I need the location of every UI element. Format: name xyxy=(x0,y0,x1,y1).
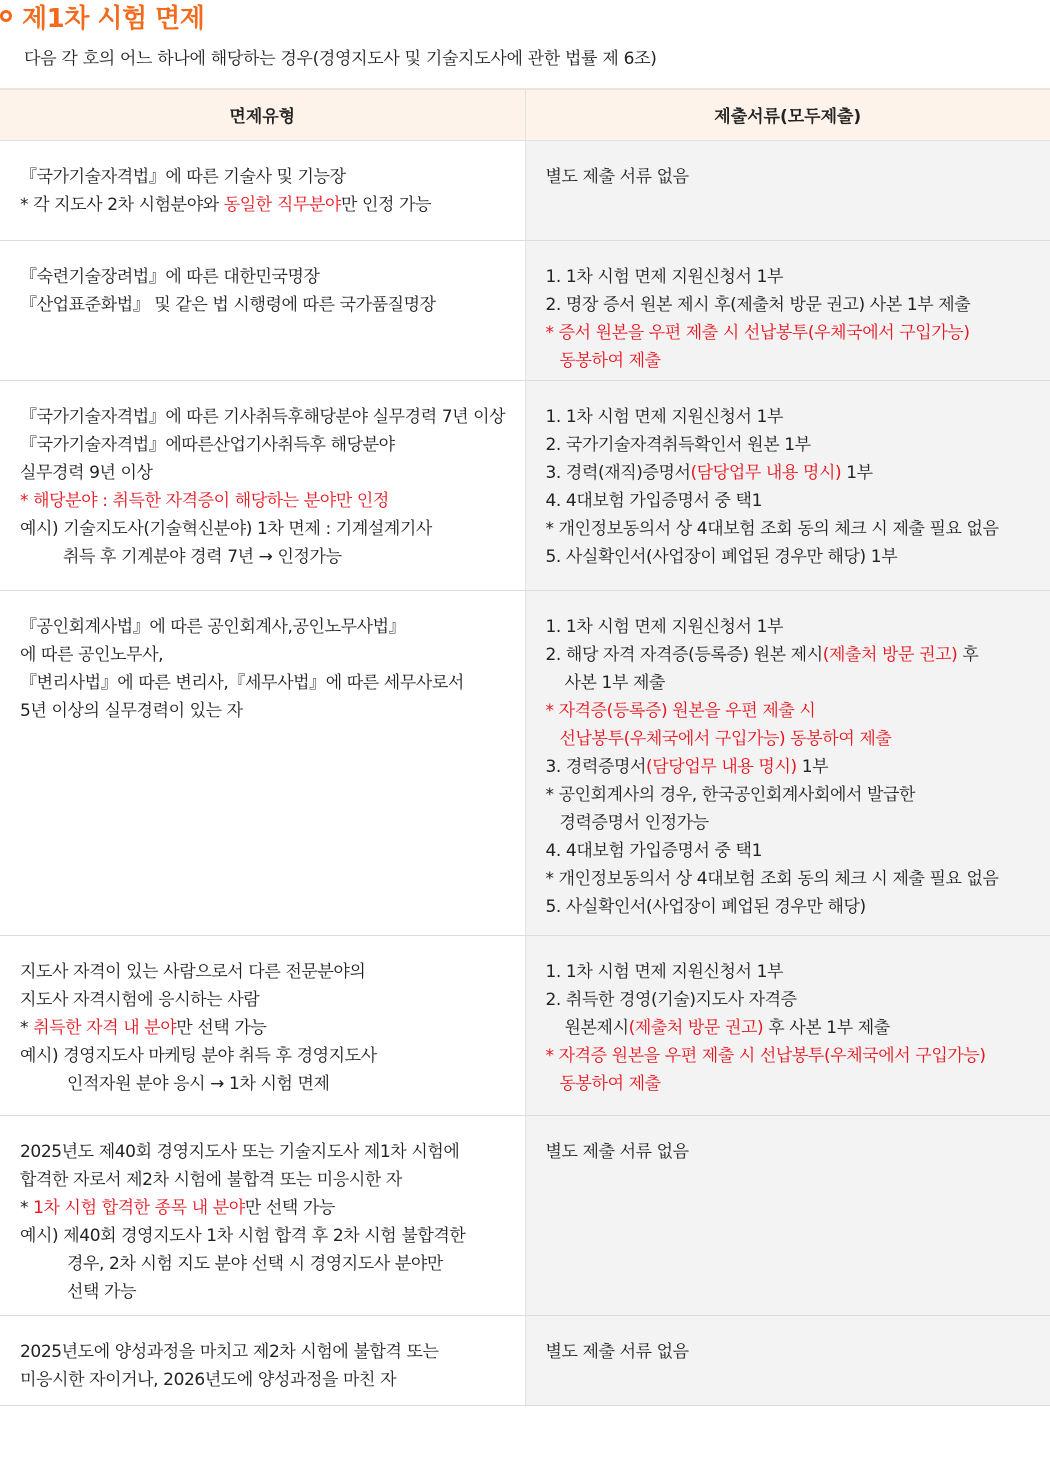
text-line xyxy=(20,613,515,641)
highlight-text: (제출처 방문 권고) xyxy=(822,644,958,665)
text-segment: 『공인회계사법』에 따른 공인회계사,공인노무사법』 xyxy=(20,616,406,637)
highlight-text: (제출처 방문 권고) xyxy=(628,1017,764,1038)
exemption-type-cell xyxy=(0,590,525,935)
text-segment: 2025년도 제40회 경영지도사 또는 기술지도사 제1차 시험에 xyxy=(20,1141,460,1162)
text-line xyxy=(546,487,1041,515)
text-line xyxy=(546,697,1041,725)
text-segment: 1부 xyxy=(796,756,829,777)
text-line xyxy=(546,163,1041,191)
text-line xyxy=(546,781,1041,809)
text-segment: * 개인정보동의서 상 4대보험 조회 동의 체크 시 제출 필요 없음 xyxy=(545,518,999,539)
required-documents-cell xyxy=(525,240,1050,380)
text-line xyxy=(546,319,1041,347)
text-segment: 선택 가능 xyxy=(67,1281,137,1302)
required-documents-cell xyxy=(525,1315,1050,1405)
text-segment: 1부 xyxy=(841,462,873,483)
text-segment: 5. 사실확인서(사업장이 폐업된 경우만 해당) xyxy=(545,896,866,917)
required-documents-cell xyxy=(525,590,1050,935)
text-segment: 2. 취득한 경영(기술)지도사 자격증 xyxy=(545,989,797,1010)
text-line xyxy=(20,1338,515,1366)
exemption-table xyxy=(0,88,1050,1406)
exemption-type-cell xyxy=(0,1315,525,1405)
text-segment: 별도 제출 서류 없음 xyxy=(545,1141,689,1162)
text-line xyxy=(546,515,1041,543)
table-row xyxy=(0,590,1050,935)
highlight-text: (담당업무 내용 명시) xyxy=(646,756,797,777)
text-line xyxy=(20,1250,515,1278)
required-documents-cell xyxy=(525,140,1050,240)
text-segment: 후 사본 1부 제출 xyxy=(763,1017,890,1038)
text-segment: 별도 제출 서류 없음 xyxy=(545,1341,689,1362)
table-row xyxy=(0,935,1050,1115)
text-line xyxy=(546,543,1041,571)
text-segment: * 공인회계사의 경우, 한국공인회계사회에서 발급한 xyxy=(545,784,916,805)
text-line xyxy=(20,459,515,487)
required-documents-cell xyxy=(525,380,1050,590)
highlight-text: 취득한 자격 내 분야 xyxy=(33,1017,177,1038)
highlight-text: * 해당분야 : 취득한 자격증이 해당하는 분야만 인정 xyxy=(20,490,389,511)
highlight-text: 1차 시험 합격한 종목 내 분야 xyxy=(33,1197,245,1218)
text-line xyxy=(546,1014,1041,1042)
highlight-text: * 증서 원본을 우편 제출 시 선납봉투(우체국에서 구입가능) xyxy=(545,322,970,343)
text-segment: 취득 후 기계분야 경력 7년 → 인정가능 xyxy=(63,546,342,567)
text-line xyxy=(20,641,515,669)
text-line xyxy=(20,1014,515,1042)
table-row xyxy=(0,240,1050,380)
text-segment: 3. 경력(재직)증명서 xyxy=(545,462,691,483)
text-line xyxy=(20,986,515,1014)
highlight-text: 선납봉투(우체국에서 구입가능) 동봉하여 제출 xyxy=(559,728,892,749)
text-line xyxy=(546,1042,1041,1070)
text-segment: * xyxy=(20,1197,34,1218)
text-segment: 인적자원 분야 응시 → 1차 시험 면제 xyxy=(67,1073,330,1094)
text-segment: 경력증명서 인정가능 xyxy=(559,812,709,833)
text-segment: 예시) 제40회 경영지도사 1차 시험 합격 후 2차 시험 불합격한 xyxy=(20,1225,466,1246)
page-subtitle: 다음 각 호의 어느 하나에 해당하는 경우(경영지도사 및 기술지도사에 관한 법률 제 6조) xyxy=(24,49,657,69)
text-line xyxy=(20,1366,515,1394)
text-segment: * 개인정보동의서 상 4대보험 조회 동의 체크 시 제출 필요 없음 xyxy=(545,868,999,889)
text-line xyxy=(20,1138,515,1166)
text-line xyxy=(20,669,515,697)
exemption-type-cell xyxy=(0,380,525,590)
text-segment: 경우, 2차 시험 지도 분야 선택 시 경영지도사 분야만 xyxy=(67,1253,443,1274)
text-segment: 『국가기술자격법』에따른산업기사취득후 해당분야 xyxy=(20,434,395,455)
text-line xyxy=(546,613,1041,641)
exemption-type-cell xyxy=(0,1115,525,1315)
text-segment: 만 선택 가능 xyxy=(176,1017,267,1038)
text-line xyxy=(546,837,1041,865)
text-segment: 3. 경력증명서 xyxy=(545,756,647,777)
text-segment: 별도 제출 서류 없음 xyxy=(545,166,689,187)
text-line xyxy=(20,1222,515,1250)
text-line xyxy=(546,641,1041,669)
text-line xyxy=(546,958,1041,986)
text-segment: 원본제시 xyxy=(564,1017,629,1038)
text-segment: 실무경력 9년 이상 xyxy=(20,462,153,483)
text-segment: 1. 1차 시험 면제 지원신청서 1부 xyxy=(545,961,784,982)
text-line xyxy=(20,263,515,291)
required-documents-cell xyxy=(525,935,1050,1115)
text-line xyxy=(20,487,515,515)
text-segment: 사본 1부 제출 xyxy=(564,672,666,693)
text-segment: 『변리사법』에 따른 변리사,『세무사법』에 따른 세무사로서 xyxy=(20,672,464,693)
text-line xyxy=(20,291,515,319)
text-line xyxy=(20,515,515,543)
exemption-type-cell xyxy=(0,935,525,1115)
text-segment: 『산업표준화법』 및 같은 법 시행령에 따른 국가품질명장 xyxy=(20,294,436,315)
text-line xyxy=(546,1138,1041,1166)
text-segment: 2. 국가기술자격취득확인서 원본 1부 xyxy=(545,434,811,455)
exemption-type-cell xyxy=(0,240,525,380)
text-line xyxy=(546,403,1041,431)
text-line xyxy=(20,431,515,459)
text-segment: 5년 이상의 실무경력이 있는 자 xyxy=(20,700,243,721)
text-line xyxy=(20,163,515,191)
text-segment: 만 인정 가능 xyxy=(340,194,432,215)
text-segment: 2. 해당 자격 자격증(등록증) 원본 제시 xyxy=(545,644,823,665)
text-segment: 예시) 기술지도사(기술혁신분야) 1차 면제 : 기계설계기사 xyxy=(20,518,432,539)
text-segment: 지도사 자격이 있는 사람으로서 다른 전문분야의 xyxy=(20,961,366,982)
highlight-text: 동봉하여 제출 xyxy=(559,350,661,371)
header-required-documents: 제출서류(모두제출) xyxy=(525,89,1050,140)
text-line xyxy=(546,1070,1041,1098)
header-exemption-type: 면제유형 xyxy=(0,89,525,140)
text-line xyxy=(546,986,1041,1014)
text-segment: 2. 명장 증서 원본 제시 후(제출처 방문 권고) 사본 1부 제출 xyxy=(545,294,971,315)
text-segment: * 각 지도사 2차 시험분야와 xyxy=(20,194,224,215)
text-segment: 예시) 경영지도사 마케팅 분야 취득 후 경영지도사 xyxy=(20,1045,377,1066)
text-line xyxy=(20,191,515,219)
text-line xyxy=(20,697,515,725)
text-line xyxy=(546,263,1041,291)
text-line xyxy=(546,1338,1041,1366)
text-segment: 『국가기술자격법』에 따른 기사취득후해당분야 실무경력 7년 이상 xyxy=(20,406,506,427)
text-segment: 『국가기술자격법』에 따른 기술사 및 기능장 xyxy=(20,166,346,187)
circle-bullet-icon xyxy=(0,10,12,22)
text-segment: 만 선택 가능 xyxy=(244,1197,335,1218)
text-segment: 2025년도에 양성과정을 마치고 제2차 시험에 불합격 또는 xyxy=(20,1341,439,1362)
text-line xyxy=(546,809,1041,837)
text-segment: * xyxy=(20,1017,34,1038)
text-line xyxy=(546,725,1041,753)
text-segment: 합격한 자로서 제2차 시험에 불합격 또는 미응시한 자 xyxy=(20,1169,402,1190)
text-line xyxy=(546,865,1041,893)
text-segment: 1. 1차 시험 면제 지원신청서 1부 xyxy=(545,616,784,637)
text-segment: 1. 1차 시험 면제 지원신청서 1부 xyxy=(545,406,784,427)
text-line xyxy=(20,1070,515,1098)
exemption-type-cell xyxy=(0,140,525,240)
highlight-text: 동봉하여 제출 xyxy=(559,1073,661,1094)
text-line xyxy=(546,893,1041,921)
text-segment: 후 xyxy=(957,644,979,665)
table-row xyxy=(0,140,1050,240)
text-line xyxy=(20,1042,515,1070)
table-row xyxy=(0,380,1050,590)
text-line xyxy=(20,543,515,571)
text-line xyxy=(20,1278,515,1306)
text-line xyxy=(546,459,1041,487)
text-segment: 에 따른 공인노무사, xyxy=(20,644,164,665)
text-line xyxy=(20,958,515,986)
table-row xyxy=(0,1315,1050,1405)
text-segment: 미응시한 자이거나, 2026년도에 양성과정을 마친 자 xyxy=(20,1369,397,1390)
highlight-text: (담당업무 내용 명시) xyxy=(690,462,842,483)
text-segment: 5. 사실확인서(사업장이 폐업된 경우만 해당) 1부 xyxy=(545,546,898,567)
table-header-row xyxy=(0,89,1050,140)
highlight-text: * 자격증(등록증) 원본을 우편 제출 시 xyxy=(545,700,816,721)
section-heading xyxy=(0,0,204,32)
highlight-text: 동일한 직무분야 xyxy=(223,194,341,215)
text-line xyxy=(546,291,1041,319)
highlight-text: * 자격증 원본을 우편 제출 시 선납봉투(우체국에서 구입가능) xyxy=(545,1045,986,1066)
page-title: 제1차 시험 면제 xyxy=(22,3,205,34)
text-segment: 4. 4대보험 가입증명서 중 택1 xyxy=(545,840,762,861)
text-segment: 4. 4대보험 가입증명서 중 택1 xyxy=(545,490,762,511)
text-line xyxy=(546,347,1041,375)
required-documents-cell xyxy=(525,1115,1050,1315)
table-row xyxy=(0,1115,1050,1315)
text-line xyxy=(546,669,1041,697)
text-line xyxy=(546,753,1041,781)
text-line xyxy=(20,1194,515,1222)
text-line xyxy=(20,1166,515,1194)
text-segment: 지도사 자격시험에 응시하는 사람 xyxy=(20,989,260,1010)
text-line xyxy=(20,403,515,431)
text-line xyxy=(546,431,1041,459)
text-segment: 『숙련기술장려법』에 따른 대한민국명장 xyxy=(20,266,320,287)
text-segment: 1. 1차 시험 면제 지원신청서 1부 xyxy=(545,266,784,287)
